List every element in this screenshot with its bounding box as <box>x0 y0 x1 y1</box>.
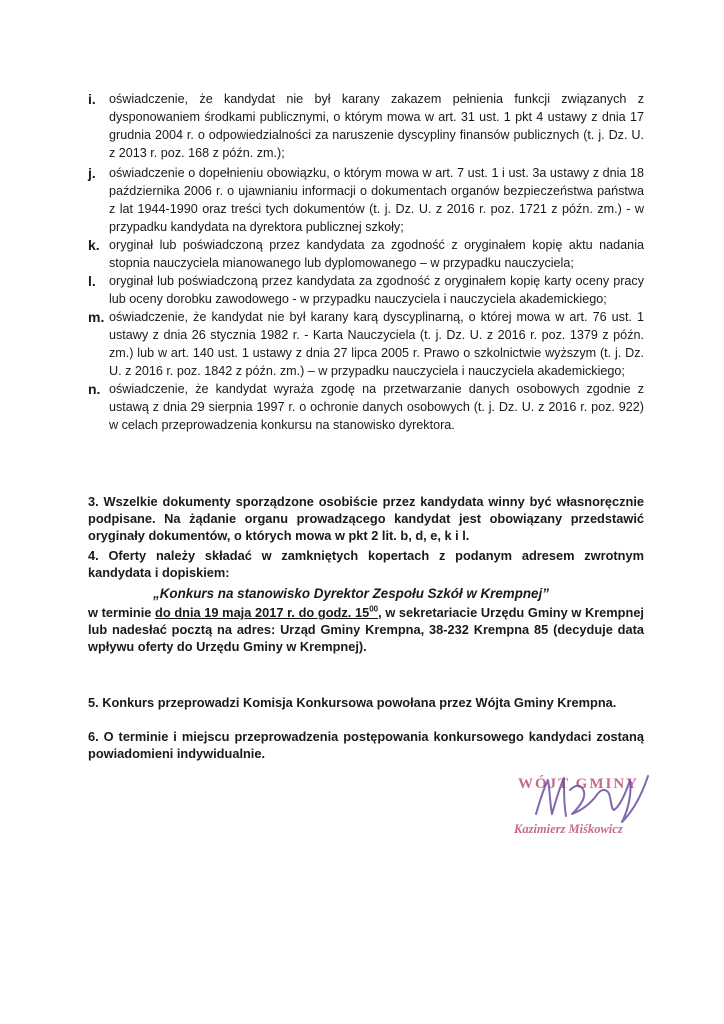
list-marker: m. <box>88 309 105 325</box>
list-marker: k. <box>88 237 100 253</box>
section-4-rest: , w sekretariacie Urzędu Gminy w Krempnej lub nadesłać pocztą na adres: Urząd Gminy Krempna, 38-232 Krempna 85 (decyduje data wpływu oferty do Urzędu Gminy w Krempnej). <box>88 605 644 654</box>
stamp-title: WÓJT GMINY <box>518 776 639 792</box>
official-stamp <box>508 770 678 846</box>
section-4-intro: 4. Oferty należy składać w zamkniętych kopertach z podanym adresem zwrotnym kandydata i dopiskiem: <box>88 548 644 580</box>
list-marker: i. <box>88 91 96 107</box>
requirements-list <box>88 90 644 434</box>
list-item-text: oświadczenie, że kandydat nie był karany karą dyscyplinarną, o której mowa w art. 76 ust. 1 ustawy z dnia 26 stycznia 1982 r. - Karta Nauczyciela (t. j. Dz. U. z 2016 r. poz. 1379 z późn. zm.) lub w art. 140 ust. 1 ustawy z dnia 27 lipca 2005 r. Prawo o szkolnictwie wyższym (t. j. Dz. U. z 2016 r. poz. 1842 z późn. zm.) – w przypadku nauczyciela i nauczyciela akademickiego; <box>109 310 644 378</box>
section-4 <box>88 547 644 655</box>
stamp-name: Kazimierz Miśkowicz <box>514 822 623 836</box>
list-marker: n. <box>88 381 101 397</box>
deadline-hour-sup: 00 <box>369 604 379 614</box>
handwritten-signature <box>530 770 660 826</box>
list-item <box>88 272 644 308</box>
list-item-text: oświadczenie o dopełnieniu obowiązku, o którym mowa w art. 7 ust. 1 i ust. 3a ustawy z dnia 18 października 2006 r. o ujawnianiu informacji o dokumentach organów bezpieczeństwa państwa z lat 1944-1990 oraz treści tych dokumentów (t. j. Dz. U. z 2016 r. poz. 1721 z późn. zm.) - w przypadku kandydata na dyrektora publicznej szkoły; <box>109 166 644 234</box>
section-5: 5. Konkurs przeprowadzi Komisja Konkursowa powołana przez Wójta Gminy Krempna. <box>88 694 617 710</box>
list-item <box>88 90 644 162</box>
list-item <box>88 164 644 236</box>
section-3: 3. Wszelkie dokumenty sporządzone osobiście przez kandydata winny być własnoręcznie podpisane. Na żądanie organu prowadzącego kandydat jest obowiązany przedstawić oryginały dokumentów, o których mowa w pkt 2 lit. b, d, e, k i l. <box>88 493 644 543</box>
list-marker: j. <box>88 165 96 181</box>
deadline-date-text: do dnia 19 maja 2017 r. do godz. 15 <box>155 605 370 620</box>
list-item-text: oryginał lub poświadczoną przez kandydata za zgodność z oryginałem kopię karty oceny pracy lub oceny dorobku zawodowego - w przypadku nauczyciela i nauczyciela akademickiego; <box>109 274 644 306</box>
deadline-prefix: w terminie <box>88 605 152 620</box>
list-marker: l. <box>88 273 96 289</box>
list-item-text: oświadczenie, że kandydat nie był karany zakazem pełnienia funkcji związanych z dysponowaniem środkami publicznymi, o którym mowa w art. 31 ust. 1 pkt 4 ustawy z dnia 17 grudnia 2004 r. o odpowiedzialności za naruszenie dyscypliny finansów publicznych (t. j. Dz. U. z 2013 r. poz. 168 z późn. zm.); <box>109 92 644 160</box>
deadline-date <box>155 605 378 620</box>
section-6: 6. O terminie i miejscu przeprowadzenia postępowania konkursowego kandydaci zostaną powiadomieni indywidualnie. <box>88 728 644 761</box>
list-item <box>88 236 644 272</box>
list-item-text: oświadczenie, że kandydat wyraża zgodę na przetwarzanie danych osobowych zgodnie z ustawą z dnia 29 sierpnia 1997 r. o ochronie danych osobowych (t. j. Dz. U. z 2016 r. poz. 922) w celach przeprowadzenia konkursu na stanowisko dyrektora. <box>109 382 644 432</box>
competition-title: „Konkurs na stanowisko Dyrektor Zespołu Szkół w Krempnej” <box>153 586 549 601</box>
list-item <box>88 308 644 380</box>
list-item <box>88 380 644 434</box>
list-item-text: oryginał lub poświadczoną przez kandydata za zgodność z oryginałem kopię aktu nadania stopnia nauczyciela mianowanego lub dyplomowanego – w przypadku nauczyciela; <box>109 238 644 270</box>
